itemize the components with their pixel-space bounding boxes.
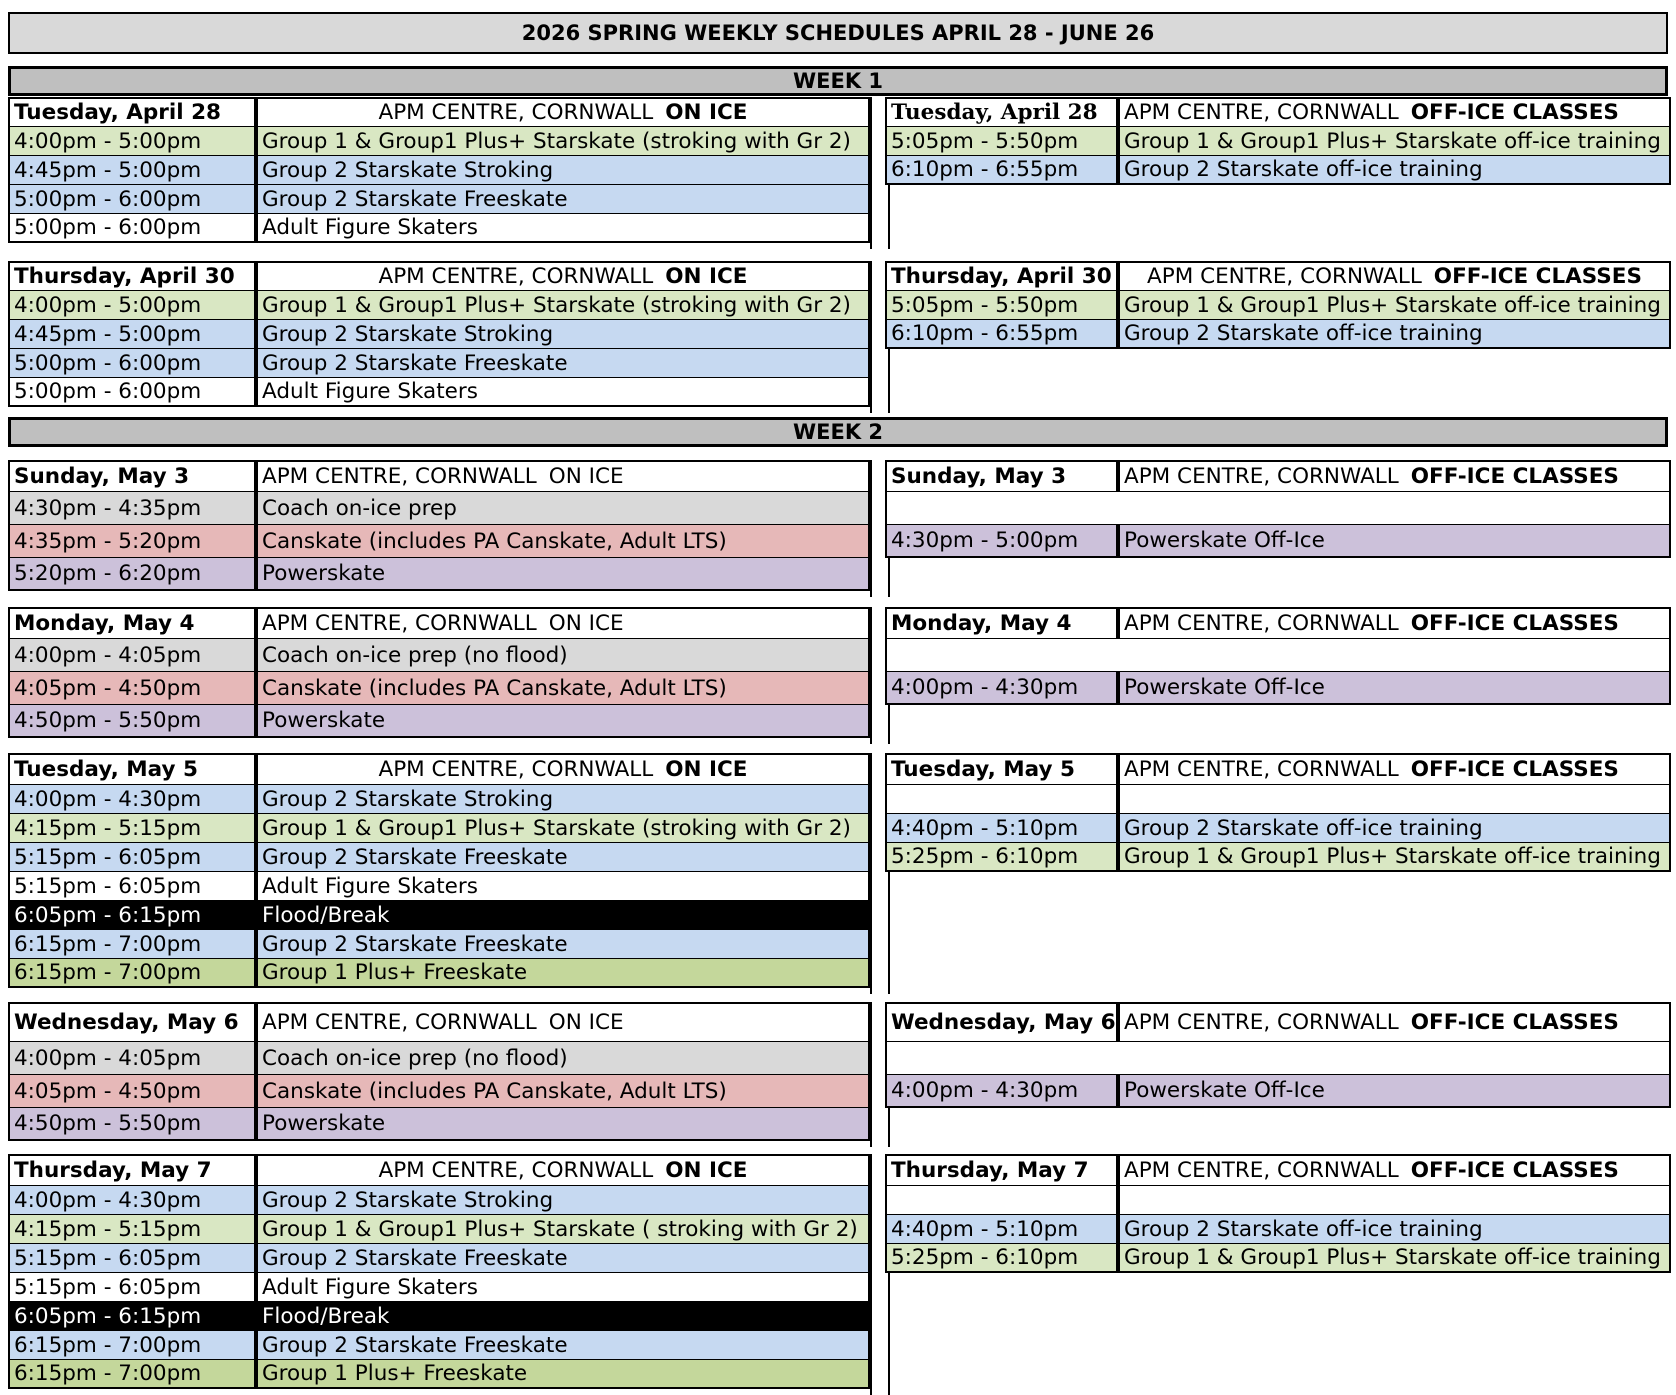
day-label: Monday, May 4 [891,611,1072,636]
venue-label: APM CENTRE, CORNWALL [1124,100,1399,125]
time-cell: 4:50pm - 5:50pm [8,705,256,738]
off-day-header [885,753,1118,785]
venue-label: APM CENTRE, CORNWALL [378,757,654,782]
time-cell: 4:50pm - 5:50pm [8,1108,256,1141]
activity-cell: Group 1 & Group1 Plus+ Starskate off-ice training [1118,843,1671,872]
off-day-header [885,261,1118,291]
time-cell: 4:00pm - 5:00pm [8,127,256,156]
time-cell: 4:00pm - 4:30pm [8,1186,256,1215]
session-kind-label: ON ICE [665,1158,748,1183]
off-empty-row [885,1042,1671,1075]
time-cell: 4:15pm - 5:15pm [8,1215,256,1244]
session-kind-label: ON ICE [665,100,748,125]
day-label: Thursday, May 7 [14,1158,212,1183]
activity-cell: Adult Figure Skaters [256,872,870,901]
session-kind-label: ON ICE [548,611,624,636]
day-label: Sunday, May 3 [14,464,190,489]
activity-cell: Group 2 Starskate Stroking [256,1186,870,1215]
on-venue-header [256,753,870,785]
week-2-bar: WEEK 2 [8,417,1668,447]
off-venue-header [1118,1154,1671,1186]
on-day-header [8,1002,256,1042]
time-cell: 5:05pm - 5:50pm [885,127,1118,156]
time-cell: 5:15pm - 6:05pm [8,1244,256,1273]
off-day-header [885,607,1118,639]
time-cell: 4:30pm - 5:00pm [885,525,1118,558]
activity-cell: Group 1 & Group1 Plus+ Starskate (stroking with Gr 2) [256,814,870,843]
time-cell: 5:25pm - 6:10pm [885,843,1118,872]
time-cell: 4:05pm - 4:50pm [8,672,256,705]
on-venue-header [256,460,870,492]
time-cell: 4:00pm - 4:05pm [8,639,256,672]
day-label: Thursday, May 7 [891,1158,1089,1183]
venue-label: APM CENTRE, CORNWALL [1124,1010,1399,1035]
activity-cell: Group 2 Starskate off-ice training [1118,1215,1671,1244]
on-venue-header [256,1002,870,1042]
activity-cell: Coach on-ice prep [256,492,870,525]
activity-cell: Group 1 & Group1 Plus+ Starskate off-ice training [1118,291,1671,320]
activity-cell: Powerskate [256,705,870,738]
week-1-bar: WEEK 1 [8,66,1668,96]
activity-cell: Adult Figure Skaters [256,1273,870,1302]
time-cell: 6:15pm - 7:00pm [8,1360,256,1389]
off-venue-header [1118,753,1671,785]
time-cell: 4:00pm - 4:30pm [885,672,1118,705]
on-day-header [8,97,256,127]
session-kind-label: OFF-ICE CLASSES [1433,264,1642,289]
activity-cell: Powerskate [256,1108,870,1141]
activity-cell: Group 2 Starskate off-ice training [1118,156,1671,185]
day-label: Wednesday, May 6 [891,1010,1116,1035]
day-label: Tuesday, May 5 [14,757,198,782]
activity-cell: Group 2 Starskate Stroking [256,156,870,185]
time-cell: 5:00pm - 6:00pm [8,378,256,407]
activity-cell: Group 1 & Group1 Plus+ Starskate (stroking with Gr 2) [256,127,870,156]
activity-cell: Adult Figure Skaters [256,378,870,407]
venue-label: APM CENTRE, CORNWALL [378,264,654,289]
activity-cell: Coach on-ice prep (no flood) [256,1042,870,1075]
off-venue-header [1118,1002,1671,1042]
activity-cell: Canskate (includes PA Canskate, Adult LTS) [256,1075,870,1108]
on-day-header [8,753,256,785]
time-cell: 6:10pm - 6:55pm [885,320,1118,349]
time-cell: 5:00pm - 6:00pm [8,349,256,378]
time-cell: 6:15pm - 7:00pm [8,1331,256,1360]
time-cell [885,1186,1118,1215]
time-cell: 4:00pm - 4:05pm [8,1042,256,1075]
activity-cell: Canskate (includes PA Canskate, Adult LTS) [256,525,870,558]
day-label: Tuesday, May 5 [891,757,1075,782]
off-empty-row [885,639,1671,672]
time-cell: 6:10pm - 6:55pm [885,156,1118,185]
activity-cell: Group 2 Starskate Freeskate [256,930,870,959]
off-day-header [885,1154,1118,1186]
session-kind-label: OFF-ICE CLASSES [1410,757,1619,782]
time-cell: 5:05pm - 5:50pm [885,291,1118,320]
day-label: Thursday, April 30 [891,264,1112,289]
time-cell: 5:00pm - 6:00pm [8,185,256,214]
activity-cell: Powerskate Off-Ice [1118,525,1671,558]
time-cell: 5:15pm - 6:05pm [8,843,256,872]
day-label: Thursday, April 30 [14,264,235,289]
activity-cell: Group 1 Plus+ Freeskate [256,1360,870,1389]
venue-label: APM CENTRE, CORNWALL [262,611,537,636]
activity-cell: Powerskate Off-Ice [1118,1075,1671,1108]
activity-cell: Group 1 & Group1 Plus+ Starskate (stroking with Gr 2) [256,291,870,320]
activity-cell: Group 2 Starskate Freeskate [256,349,870,378]
activity-cell: Group 2 Starskate off-ice training [1118,320,1671,349]
time-cell: 5:25pm - 6:10pm [885,1244,1118,1273]
session-kind-label: OFF-ICE CLASSES [1410,1010,1619,1035]
on-day-header [8,607,256,639]
activity-cell: Flood/Break [256,1302,870,1331]
activity-cell: Group 1 & Group1 Plus+ Starskate ( stroking with Gr 2) [256,1215,870,1244]
venue-label: APM CENTRE, CORNWALL [1124,464,1399,489]
activity-cell: Powerskate Off-Ice [1118,672,1671,705]
venue-label: APM CENTRE, CORNWALL [378,1158,654,1183]
on-venue-header [256,261,870,291]
day-label: Tuesday, April 28 [14,100,222,125]
activity-cell: Group 2 Starskate Freeskate [256,185,870,214]
activity-cell: Powerskate [256,558,870,591]
off-day-header [885,97,1118,127]
time-cell: 4:00pm - 4:30pm [885,1075,1118,1108]
venue-label: APM CENTRE, CORNWALL [1147,264,1422,289]
on-day-header [8,261,256,291]
time-cell: 5:00pm - 6:00pm [8,214,256,243]
time-cell: 4:00pm - 5:00pm [8,291,256,320]
session-kind-label: ON ICE [665,757,748,782]
session-kind-label: OFF-ICE CLASSES [1410,464,1619,489]
activity-cell: Group 2 Starskate off-ice training [1118,814,1671,843]
time-cell: 4:45pm - 5:00pm [8,320,256,349]
activity-cell: Group 2 Starskate Stroking [256,320,870,349]
time-cell: 6:05pm - 6:15pm [8,1302,256,1331]
day-label: Monday, May 4 [14,611,195,636]
off-venue-header [1118,460,1671,492]
session-kind-label: OFF-ICE CLASSES [1410,1158,1619,1183]
activity-cell: Group 1 & Group1 Plus+ Starskate off-ice training [1118,1244,1671,1273]
day-label: Sunday, May 3 [891,464,1067,489]
session-kind-label: ON ICE [548,464,624,489]
on-day-header [8,460,256,492]
activity-cell: Group 1 Plus+ Freeskate [256,959,870,988]
time-cell: 4:05pm - 4:50pm [8,1075,256,1108]
off-venue-header [1118,97,1671,127]
activity-cell: Coach on-ice prep (no flood) [256,639,870,672]
time-cell: 4:15pm - 5:15pm [8,814,256,843]
venue-label: APM CENTRE, CORNWALL [262,464,537,489]
activity-cell: Flood/Break [256,901,870,930]
off-empty-row [885,492,1671,525]
on-venue-header [256,1154,870,1186]
time-cell: 6:15pm - 7:00pm [8,959,256,988]
off-day-header [885,1002,1118,1042]
time-cell: 6:05pm - 6:15pm [8,901,256,930]
time-cell [885,785,1118,814]
day-label: Wednesday, May 6 [14,1010,239,1035]
activity-cell: Group 2 Starskate Freeskate [256,843,870,872]
on-day-header [8,1154,256,1186]
activity-cell: Group 1 & Group1 Plus+ Starskate off-ice training [1118,127,1671,156]
on-venue-header [256,607,870,639]
time-cell: 5:20pm - 6:20pm [8,558,256,591]
activity-cell: Adult Figure Skaters [256,214,870,243]
time-cell: 6:15pm - 7:00pm [8,930,256,959]
activity-cell: Group 2 Starskate Stroking [256,785,870,814]
activity-cell: Group 2 Starskate Freeskate [256,1244,870,1273]
time-cell: 4:00pm - 4:30pm [8,785,256,814]
time-cell: 5:15pm - 6:05pm [8,1273,256,1302]
time-cell: 4:40pm - 5:10pm [885,814,1118,843]
session-kind-label: ON ICE [665,264,748,289]
venue-label: APM CENTRE, CORNWALL [262,1010,537,1035]
venue-label: APM CENTRE, CORNWALL [1124,1158,1399,1183]
time-cell: 4:35pm - 5:20pm [8,525,256,558]
session-kind-label: ON ICE [548,1010,624,1035]
day-label: Tuesday, April 28 [891,100,1098,125]
off-venue-header [1118,261,1671,291]
time-cell: 5:15pm - 6:05pm [8,872,256,901]
activity-cell: Canskate (includes PA Canskate, Adult LTS) [256,672,870,705]
on-venue-header [256,97,870,127]
venue-label: APM CENTRE, CORNWALL [1124,611,1399,636]
off-day-header [885,460,1118,492]
time-cell: 4:30pm - 4:35pm [8,492,256,525]
page-title: 2026 SPRING WEEKLY SCHEDULES APRIL 28 - JUNE 26 [8,12,1668,54]
time-cell: 4:45pm - 5:00pm [8,156,256,185]
activity-cell [1118,785,1671,814]
time-cell: 4:40pm - 5:10pm [885,1215,1118,1244]
session-kind-label: OFF-ICE CLASSES [1410,611,1619,636]
off-venue-header [1118,607,1671,639]
activity-cell [1118,1186,1671,1215]
venue-label: APM CENTRE, CORNWALL [1124,757,1399,782]
venue-label: APM CENTRE, CORNWALL [378,100,654,125]
session-kind-label: OFF-ICE CLASSES [1410,100,1619,125]
activity-cell: Group 2 Starskate Freeskate [256,1331,870,1360]
